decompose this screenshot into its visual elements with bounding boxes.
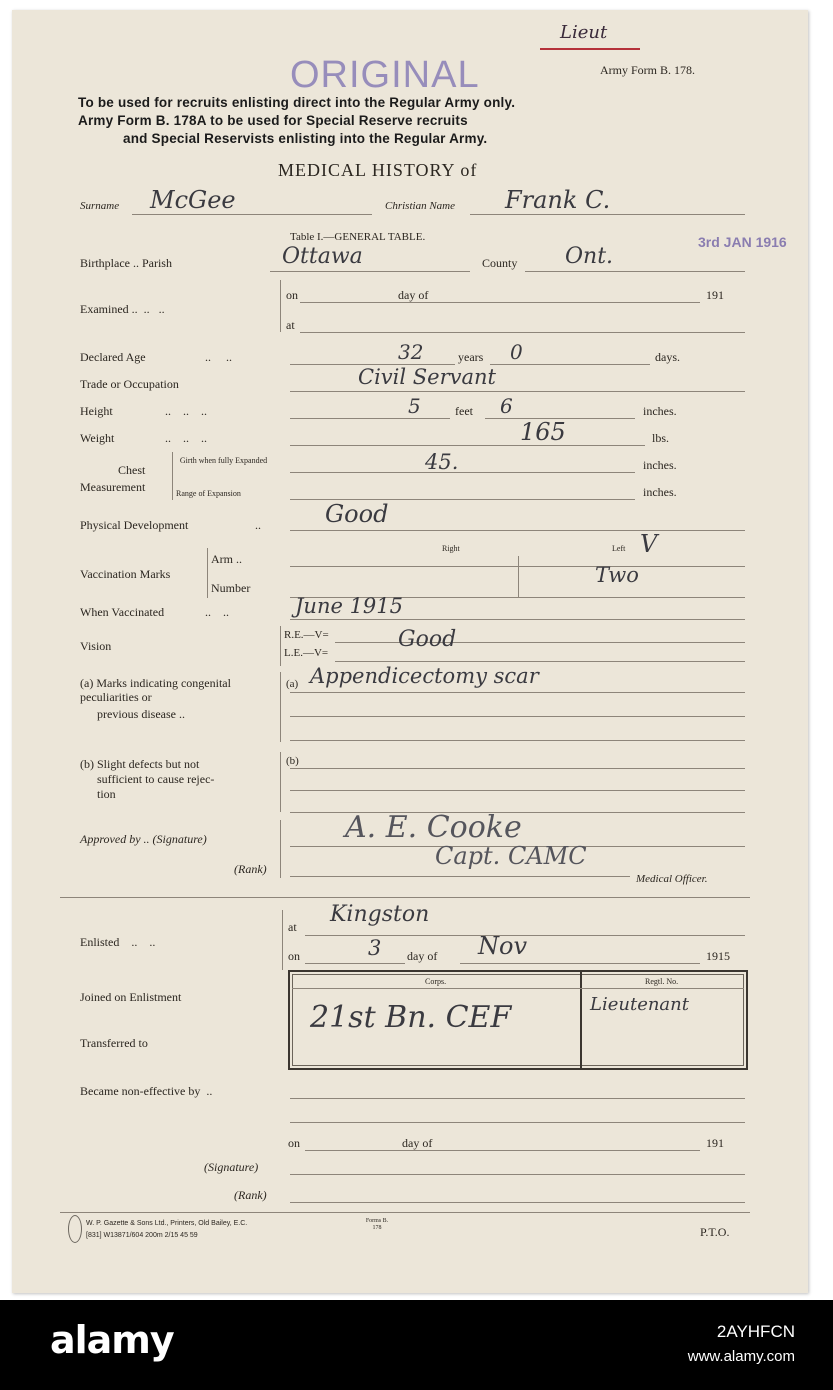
range-label: Range of Expansion [176, 489, 241, 498]
when-vaccinated-value: June 1915 [295, 594, 404, 618]
surname-line [132, 214, 372, 215]
girth-line [290, 472, 635, 473]
non-effective-signature-label: (Signature) [204, 1160, 259, 1174]
county-line [525, 271, 745, 272]
examined-day-of: day of [398, 288, 429, 302]
trade-value: Civil Servant [358, 365, 496, 389]
approved-rank-line [290, 876, 630, 877]
trade-line [290, 391, 745, 392]
height-inches-value: 6 [500, 394, 513, 418]
section-divider [60, 897, 750, 898]
vision-value: Good [398, 627, 457, 652]
weight-label: Weight [80, 431, 115, 445]
approved-label: Approved by .. (Signature) [80, 832, 207, 846]
watermark-url: www.alamy.com [687, 1348, 795, 1365]
weight-unit: lbs. [652, 431, 670, 445]
marks-marker: (a) [286, 678, 299, 690]
defects-label-line-2: sufficient to cause rejec- [97, 772, 215, 786]
joined-label: Joined on Enlistment [80, 990, 182, 1004]
when-vaccinated-dots: .. .. [205, 605, 229, 619]
trade-label: Trade or Occupation [80, 377, 179, 391]
age-days-value: 0 [510, 340, 523, 364]
non-effective-day-of: day of [402, 1136, 433, 1150]
weight-value: 165 [520, 418, 566, 446]
approved-signature: A. E. Cooke [345, 810, 522, 845]
regtl-value: Lieutenant [590, 994, 689, 1015]
image-id: 2AYHFCN [716, 1322, 795, 1341]
corps-header: Corps. [425, 977, 447, 986]
vaccination-arm-text: Arm [211, 552, 233, 566]
enlisted-month-line [460, 963, 700, 964]
enlisted-year: 1915 [706, 949, 730, 963]
age-days-label: days. [655, 350, 680, 364]
corps-table-header-line [292, 988, 744, 989]
vision-brace [280, 626, 281, 666]
corps-value: 21st Bn. CEF [310, 1000, 512, 1035]
age-years-value: 32 [398, 340, 424, 364]
vaccination-left-value: V [640, 530, 658, 558]
christian-name-label: Christian Name [385, 200, 455, 212]
measurement-label: Measurement [80, 480, 146, 494]
enlisted-brace [282, 910, 283, 970]
county-value: Ont. [565, 244, 614, 269]
non-effective-line-2 [290, 1122, 745, 1123]
examined-year: 191 [706, 288, 724, 302]
physical-development-label: Physical Development [80, 518, 189, 532]
non-effective-on: on [288, 1136, 300, 1150]
enlisted-label-text: Enlisted [80, 935, 120, 949]
weight-line [290, 445, 645, 446]
declared-age-dots: .. .. [205, 350, 232, 364]
marks-line-2 [290, 716, 745, 717]
enlisted-place: Kingston [330, 902, 430, 927]
declared-age-label: Declared Age [80, 350, 146, 364]
medical-officer-label: Medical Officer. [636, 873, 708, 885]
physical-development-value: Good [325, 500, 389, 528]
vision-re-line [335, 642, 745, 643]
vaccination-label: Vaccination Marks [80, 567, 171, 581]
examined-at-line [300, 332, 745, 333]
enlisted-month: Nov [478, 932, 528, 960]
physical-development-line [290, 530, 745, 531]
surname-label: Surname [80, 200, 120, 212]
marks-label-line-1: (a) Marks indicating congenital peculiarities or [80, 676, 231, 704]
approved-rank-label: (Rank) [234, 862, 267, 876]
instruction-line-1: To be used for recruits enlisting direct into the Regular Army only. [78, 95, 516, 110]
rank-annotation: Lieut [560, 22, 608, 43]
marks-brace [280, 672, 281, 742]
vision-re-label: R.E.—V= [284, 629, 329, 641]
examined-at: at [286, 318, 295, 332]
vaccination-number-value: Two [595, 563, 639, 587]
original-stamp: ORIGINAL [290, 54, 480, 96]
enlisted-at: at [288, 920, 297, 934]
vaccination-divider [518, 556, 519, 598]
printer-forms: Forms B. 178 [365, 1218, 389, 1231]
examined-on: on [286, 288, 298, 302]
chest-unit-1: inches. [643, 458, 677, 472]
height-feet-line [290, 418, 450, 419]
enlisted-day-line [305, 963, 405, 964]
rank-underline [540, 48, 640, 50]
marks-line-3 [290, 740, 745, 741]
instruction-line-3: and Special Reservists enlisting into the Regular Army. [123, 131, 488, 146]
non-effective-year: 191 [706, 1136, 724, 1150]
height-label: Height [80, 404, 113, 418]
christian-name-value: Frank C. [505, 186, 611, 214]
vaccination-left-label: Left [612, 544, 626, 553]
chest-label: Chest [118, 463, 146, 477]
weight-dots: .. .. .. [165, 431, 207, 445]
examined-on-line [300, 302, 700, 303]
county-label: County [482, 256, 518, 270]
vision-le-line [335, 661, 745, 662]
defects-label-line-3: tion [97, 787, 116, 801]
girth-label: Girth when fully Expanded [179, 456, 268, 465]
transferred-label: Transferred to [80, 1036, 148, 1050]
vaccination-right-label: Right [442, 544, 460, 553]
non-effective-rank-line [290, 1202, 745, 1203]
defects-marker: (b) [286, 755, 299, 767]
age-years-label: years [458, 350, 484, 364]
defects-line-1 [290, 768, 745, 769]
height-feet-value: 5 [408, 394, 421, 418]
approved-rank-value: Capt. CAMC [435, 842, 587, 870]
non-effective-rank-label: (Rank) [234, 1188, 267, 1202]
vaccination-number-label: Number [211, 581, 251, 595]
marks-value: Appendicectomy scar [310, 664, 539, 688]
marks-label-line-2: previous disease .. [97, 707, 185, 721]
enlisted-day: 3 [368, 936, 382, 960]
examined-label-text: Examined .. [80, 302, 138, 316]
height-dots: .. .. .. [165, 404, 207, 418]
alamy-logo: alamy [50, 1318, 174, 1362]
birthplace-label: Birthplace .. Parish [80, 256, 172, 270]
regtl-header: Regtl. No. [645, 977, 679, 986]
when-vaccinated-label: When Vaccinated [80, 605, 165, 619]
defects-label-line-1: (b) Slight defects but not [80, 757, 200, 771]
non-effective-line-1 [290, 1098, 745, 1099]
height-inches-label: inches. [643, 404, 677, 418]
physical-development-dots: .. [255, 518, 261, 532]
non-effective-label: Became non-effective by .. [80, 1084, 213, 1098]
parish-line [270, 271, 470, 272]
examined-label: Examined .. .. .. [80, 302, 165, 316]
instruction-line-2: Army Form B. 178A to be used for Special Reserve recruits [78, 113, 468, 128]
girth-value: 45. [425, 450, 459, 474]
defects-line-2 [290, 790, 745, 791]
vaccination-arm-line [290, 566, 745, 567]
form-title: MEDICAL HISTORY of [278, 160, 478, 180]
corps-table-divider [580, 970, 582, 1070]
examined-brace [280, 280, 281, 332]
chest-unit-2: inches. [643, 485, 677, 499]
christian-name-line [470, 214, 745, 215]
age-days-line [490, 364, 650, 365]
vision-le-label: L.E.—V= [284, 647, 329, 659]
pto-label: P.T.O. [700, 1225, 730, 1239]
form-number: Army Form B. 178. [600, 63, 696, 77]
when-vaccinated-line [290, 619, 745, 620]
marks-line-1 [290, 692, 745, 693]
non-effective-date-line [305, 1150, 700, 1151]
enlisted-on: on [288, 949, 300, 963]
defects-brace [280, 752, 281, 812]
printer-line-2: [831] W13871/604 200m 2/15 45 59 [86, 1232, 198, 1239]
chest-brace [172, 452, 173, 500]
non-effective-label-text: Became non-effective by [80, 1084, 201, 1098]
enlisted-label: Enlisted .. .. [80, 935, 156, 949]
height-feet-label: feet [455, 404, 473, 418]
printer-line-1: W. P. Gazette & Sons Ltd., Printers, Old Bailey, E.C. [86, 1220, 248, 1227]
date-stamp: 3rd JAN 1916 [698, 234, 787, 250]
surname-value: McGee [150, 186, 236, 214]
approved-brace [280, 820, 281, 878]
vaccination-arm-label: Arm .. [211, 552, 242, 566]
printer-oval-mark [68, 1215, 82, 1243]
table-title: Table I.—GENERAL TABLE. [290, 231, 426, 243]
enlisted-day-of: day of [407, 949, 438, 963]
footer-line [60, 1212, 750, 1213]
vision-label: Vision [80, 639, 112, 653]
parish-value: Ottawa [282, 244, 363, 269]
vaccination-brace [207, 548, 208, 598]
non-effective-signature-line [290, 1174, 745, 1175]
